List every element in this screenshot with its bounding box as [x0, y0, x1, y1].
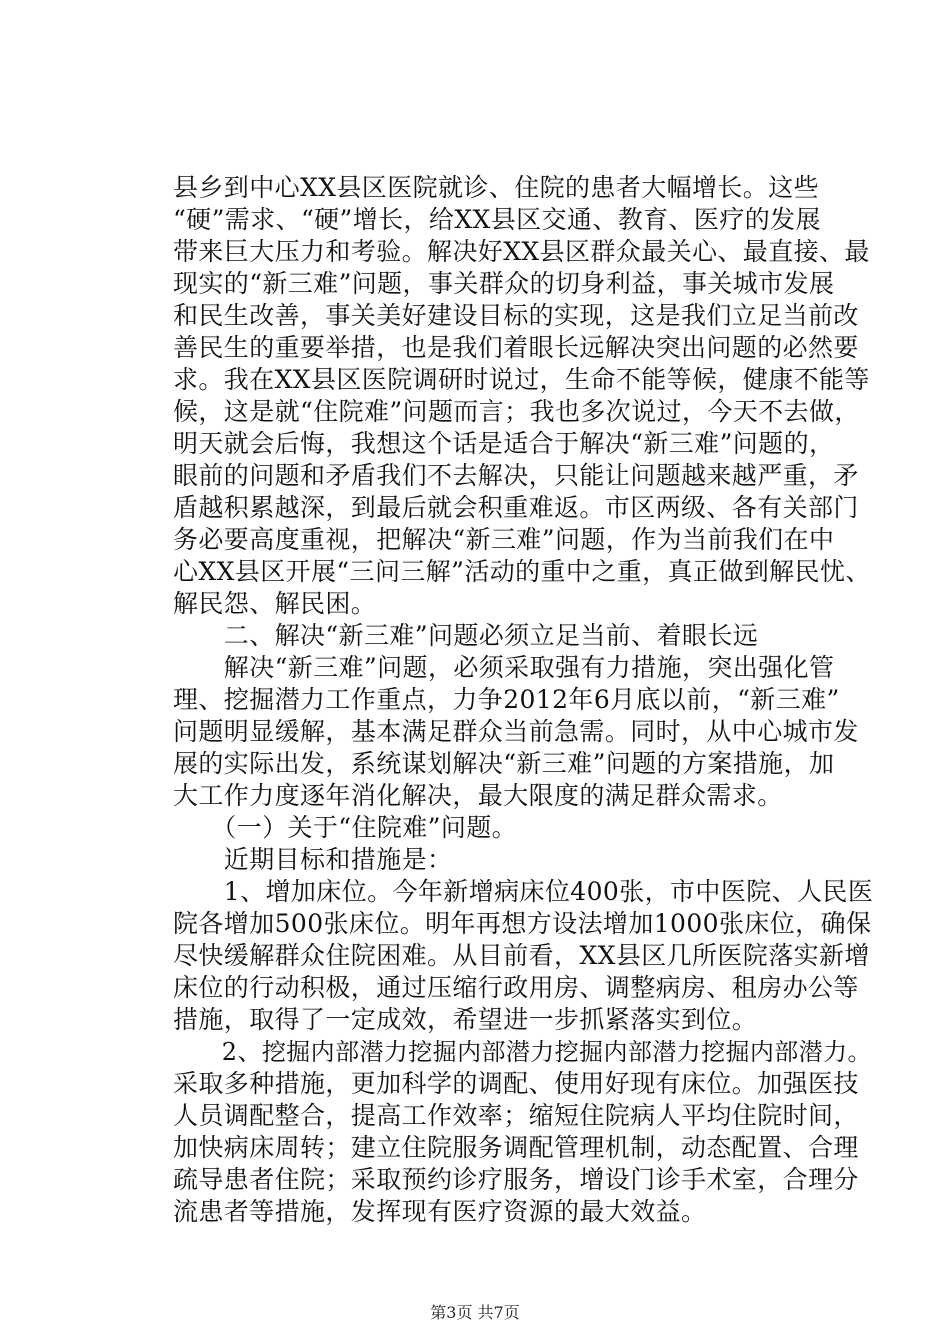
section-heading: 二、解决“新三难”问题必须立足当前、着眼长远: [173, 621, 759, 650]
text-line: 善民生的重要举措，也是我们着眼长远解决突出问题的必然要: [173, 333, 859, 362]
text-line: 床位的行动积极，通过压缩行政用房、调整病房、租房办公等: [173, 973, 859, 1002]
body-text: [173, 172, 874, 1228]
text-line: 现实的“新三难”问题，事关群众的切身利益，事关城市发展: [173, 269, 835, 298]
text-line: 解决“新三难”问题，必须采取强有力措施，突出强化管: [173, 653, 835, 682]
text-line: 尽快缓解群众住院困难。从目前看，XX县区几所医院落实新增: [173, 941, 870, 970]
text-line: 疏导患者住院；采取预约诊疗服务，增设门诊手术室，合理分: [173, 1165, 859, 1194]
text-line: “硬”需求、“硬”增长，给XX县区交通、教育、医疗的发展: [173, 205, 821, 234]
text-line: 县乡到中心XX县区医院就诊、住院的患者大幅增长。这些: [173, 173, 819, 202]
text-line: 人员调配整合，提高工作效率；缩短住院病人平均住院时间，: [173, 1101, 859, 1130]
text-line: 2、挖掘内部潜力挖掘内部潜力挖掘内部潜力挖掘内部潜力。: [173, 1038, 872, 1066]
text-line: 措施，取得了一定成效，希望进一步抓紧落实到位。: [173, 1005, 758, 1034]
text-line: 理、挖掘潜力工作重点，力争2012年6月底以前，“新三难”: [173, 685, 840, 714]
text-line: 带来巨大压力和考验。解决好XX县区群众最关心、最直接、最: [173, 237, 870, 266]
page-number-footer: 第3页 共7页: [430, 1303, 520, 1322]
text-line: 盾越积累越深，到最后就会积重难返。市区两级、各有关部门: [173, 493, 859, 522]
text-line: 明天就会后悔，我想这个话是适合于解决“新三难”问题的，: [173, 429, 835, 458]
text-line: 和民生改善，事关美好建设目标的实现，这是我们立足当前改: [173, 301, 859, 330]
text-line: 解民怨、解民困。: [173, 589, 377, 618]
text-line: 展的实际出发，系统谋划解决“新三难”问题的方案措施，加: [173, 749, 835, 778]
text-line: 1、增加床位。今年新增病床位400张，市中医院、人民医: [173, 877, 874, 906]
text-line: 大工作力度逐年消化解决，最大限度的满足群众需求。: [173, 781, 783, 810]
text-line: 加快病床周转；建立住院服务调配管理机制，动态配置、合理: [173, 1133, 859, 1162]
text-line: 务必要高度重视，把解决“新三难”问题，作为当前我们在中: [173, 525, 835, 554]
text-line: 院各增加500张床位。明年再想方设法增加1000张床位，确保: [173, 909, 872, 938]
text-line: 心XX县区开展“三问三解”活动的重中之重，真正做到解民忧、: [173, 557, 871, 586]
text-line: 眼前的问题和矛盾我们不去解决，只能让问题越来越严重，矛: [173, 461, 859, 490]
text-line: 求。我在XX县区医院调研时说过，生命不能等候，健康不能等: [173, 365, 870, 394]
subsection-heading: （一）关于“住院难”问题。: [173, 813, 518, 842]
text-line: 候，这是就“住院难”问题而言；我也多次说过，今天不去做，: [173, 397, 860, 426]
text-line: 近期目标和措施是：: [173, 845, 453, 874]
text-line: 问题明显缓解，基本满足群众当前急需。同时，从中心城市发: [173, 717, 859, 746]
text-line: 采取多种措施，更加科学的调配、使用好现有床位。加强医技: [173, 1069, 859, 1098]
text-line: 流患者等措施，发挥现有医疗资源的最大效益。: [173, 1197, 707, 1226]
